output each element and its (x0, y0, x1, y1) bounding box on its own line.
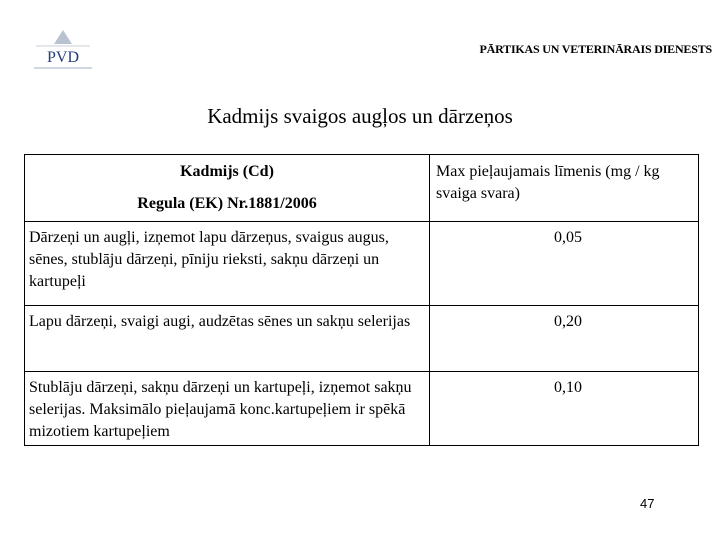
table-row (25, 372, 699, 446)
logo-text: PVD (46, 49, 80, 66)
page-number: 47 (640, 496, 655, 511)
value-cell: 0,20 (430, 306, 699, 372)
table-header-row (25, 155, 699, 222)
header-regulation: Regula (EK) Nr.1881/2006 (137, 195, 317, 212)
page-title: Kadmijs svaigos augļos un dārzeņos (207, 104, 513, 128)
cadmium-limits-table (24, 154, 699, 446)
pvd-logo (30, 28, 96, 74)
header-max-level: Max pieļaujamais līmenis (mg / kg svaiga svara) (430, 155, 699, 222)
header-left-cell (25, 155, 430, 222)
logo-triangle (54, 30, 72, 44)
product-cell: Stublāju dārzeņi, sakņu dārzeņi un kartupeļi, izņemot sakņu selerijas. Maksimālo pieļaujamā konc.kartupeļiem ir spēkā mizotiem kartupeļiem (25, 372, 430, 446)
agency-name: PĀRTIKAS UN VETERINĀRAIS DIENESTS (479, 42, 712, 56)
product-cell: Dārzeņi un augļi, izņemot lapu dārzeņus, svaigus augus, sēnes, stublāju dārzeņi, pīniju rieksti, sakņu dārzeņi un kartupeļi (25, 222, 430, 306)
table-row (25, 306, 699, 372)
product-cell: Lapu dārzeņi, svaigi augi, audzētas sēnes un sakņu selerijas (25, 306, 430, 372)
value-cell: 0,10 (430, 372, 699, 446)
value-cell: 0,05 (430, 222, 699, 306)
header-substance: Kadmijs (Cd) (180, 163, 274, 180)
pvd-logo-icon (30, 28, 96, 74)
table-row (25, 222, 699, 306)
